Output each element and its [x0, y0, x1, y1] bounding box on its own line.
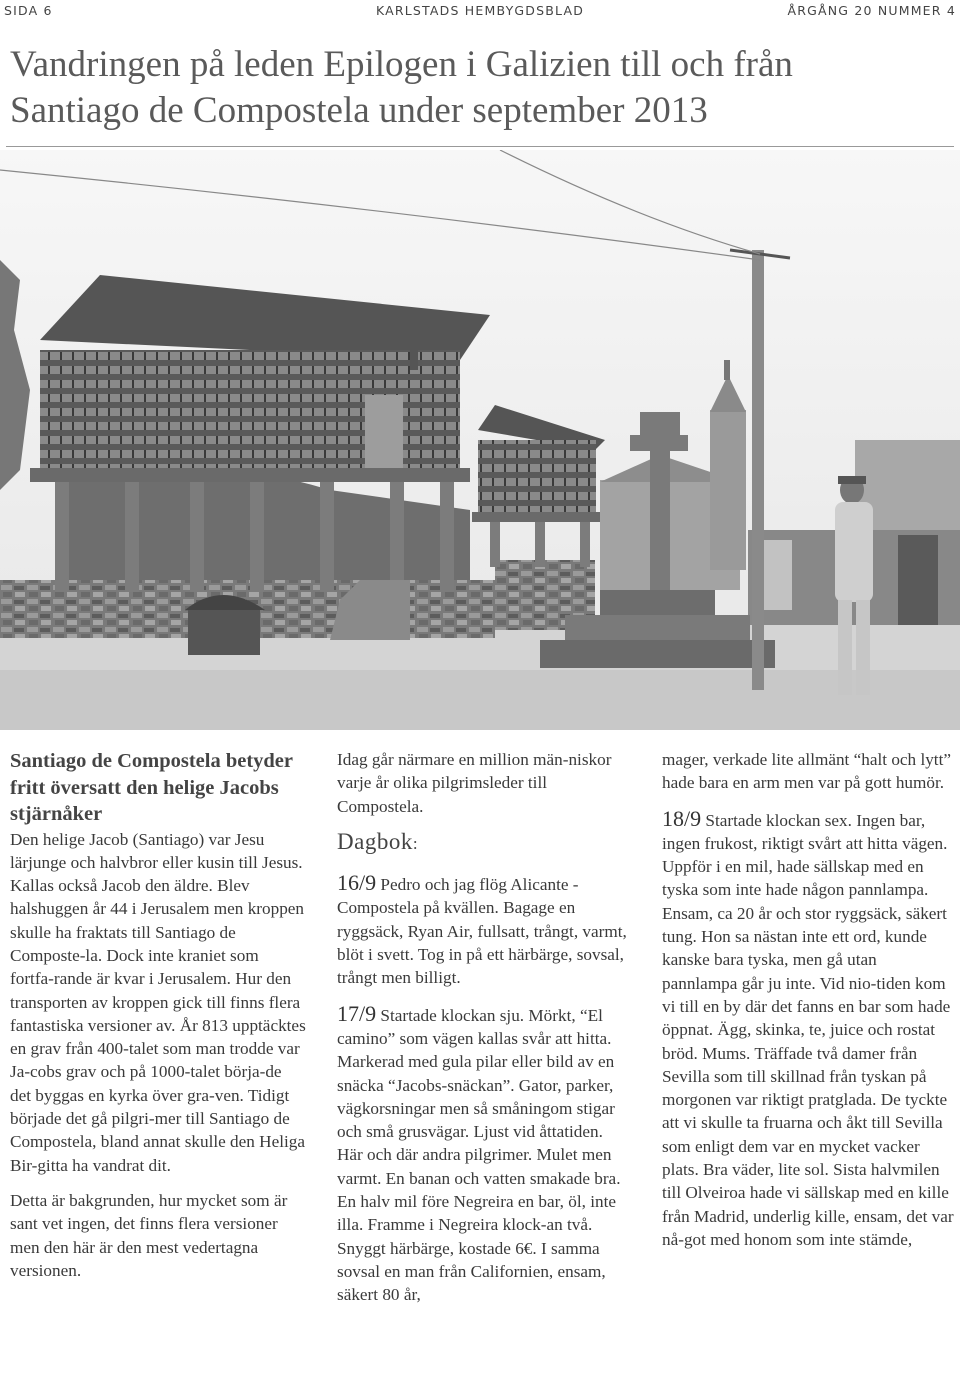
entry-text: Startade klockan sex. Ingen bar, ingen frukost, riktigt svårt att hitta vägen. Uppför i en mil, hade sällskap med en tyska som inte hade någon pannlampa. Ensam, ca 20 år och stor ryggsäck, säkert tung. Hon sa nästan inte ett ord, kunde kanske bara tyska, men gå utan pannlampa går ju inte. Vid nio-tiden kom vi till en by där det fanns en bar som hade öppnat. Ägg, skinka, te, juice och rostat bröd. Mums. Träffade två damer från Sevilla som till skillnad från tyskan på morgonen var riktigt pratglada. De tyckte att vi skulle ta fruarna och åkt till Sevilla som enligt dem var en mycket vacker plats. Bra väder, lite sol. Sista halvmilen till Olveiroa hade vi sällskap med en kille från Madrid, underlig kille, ensam, det var nå-got med honom som inte stämde, [662, 810, 954, 1249]
entry-date: 18/9 [662, 805, 702, 831]
entry-date: 17/9 [337, 1000, 377, 1026]
sidebar-paragraph-1: Den helige Jacob (Santiago) var Jesu lärjunge och halvbror eller kusin till Jesus. Kallas också Jacob den äldre. Blev halshuggen år 44 i Jerusalem men kroppen skulle ha fraktats till Santiago de Composte-la. Dock inte kraniet som fortfa-rande är kvar i Jerusalem. Hur den transporten av kroppen gick till finns flera fantastiska versioner av. År 813 upptäcktes en grav från 400-talet som man trodde var Ja-cobs grav och på 1000-talet börja-de det byggas en kyrka över gra-ven. Tidigt började det gå pilgri-mer till Santiago de Compostela, bland annat skulle den Heliga Bir-gitta ha vandrat dit. [10, 829, 306, 1175]
sidebar-heading: Santiago de Compostela betyder fritt översatt den helige Jacobs stjärnåker [10, 750, 293, 825]
diary-entry-16-9 [337, 871, 629, 989]
photo-horreos-crucero-village [0, 150, 960, 730]
diary-entry-17-9 [337, 1002, 629, 1307]
column-1 [10, 748, 306, 1282]
title-line-2: Santiago de Compostela under september 2013 [10, 90, 708, 131]
column-3 [662, 748, 954, 1251]
issue-info: ÅRGÅNG 20 NUMMER 4 [787, 3, 956, 18]
article-title [10, 42, 940, 134]
entry-text: Pedro och jag flög Alicante - Compostela på kvällen. Bagage en ryggsäck, Ryan Air, fullsatt, trångt, varmt, blöt i svett. Tog in på ett härbärge, sovsal, trångt men billigt. [337, 875, 627, 988]
column-2 [337, 748, 629, 1307]
sidebar-paragraph-2: Detta är bakgrunden, hur mycket som är sant vet ingen, det finns flera versioner men den här är den mest vedertagna versionen. [10, 1190, 288, 1280]
continued-paragraph: mager, verkade lite allmänt “halt och lytt” hade bara en arm men var på gott humör. [662, 750, 951, 793]
publication-name: KARLSTADS HEMBYGDSBLAD [375, 3, 585, 18]
diary-heading-text: Dagbok [337, 828, 413, 854]
page-header [0, 0, 960, 22]
diary-heading [337, 830, 629, 855]
intro-paragraph: Idag går närmare en million män-niskor varje år olika pilgrimsleder till Compostela. [337, 750, 612, 816]
entry-date: 16/9 [337, 870, 377, 896]
entry-text: Startade klockan sju. Mörkt, “El camino” som vägen kallas svår att hitta. Markerad med gula pilar eller bild av en snäcka “Jacobs-snäckan”. Gator, parker, vägkorsningar men så småningom stigar och små grusvägar. Ljust vid åttatiden. Här och där andra pilgrimer. Mulet men varmt. En banan och vatten smakade bra. En halv mil före Negreira en bar, öl, inte illa. Framme i Negreira klock-an två. Snyggt härbärge, kostade 6€. I samma sovsal en man från Californien, ensam, säkert 80 år, [337, 1005, 621, 1305]
article-photo [0, 150, 960, 730]
diary-entry-18-9 [662, 807, 954, 1252]
page-number: SIDA 6 [4, 3, 53, 18]
title-divider [6, 146, 954, 147]
diary-heading-colon: : [412, 833, 419, 853]
title-line-1: Vandringen på leden Epilogen i Galizien till och från [10, 44, 793, 85]
